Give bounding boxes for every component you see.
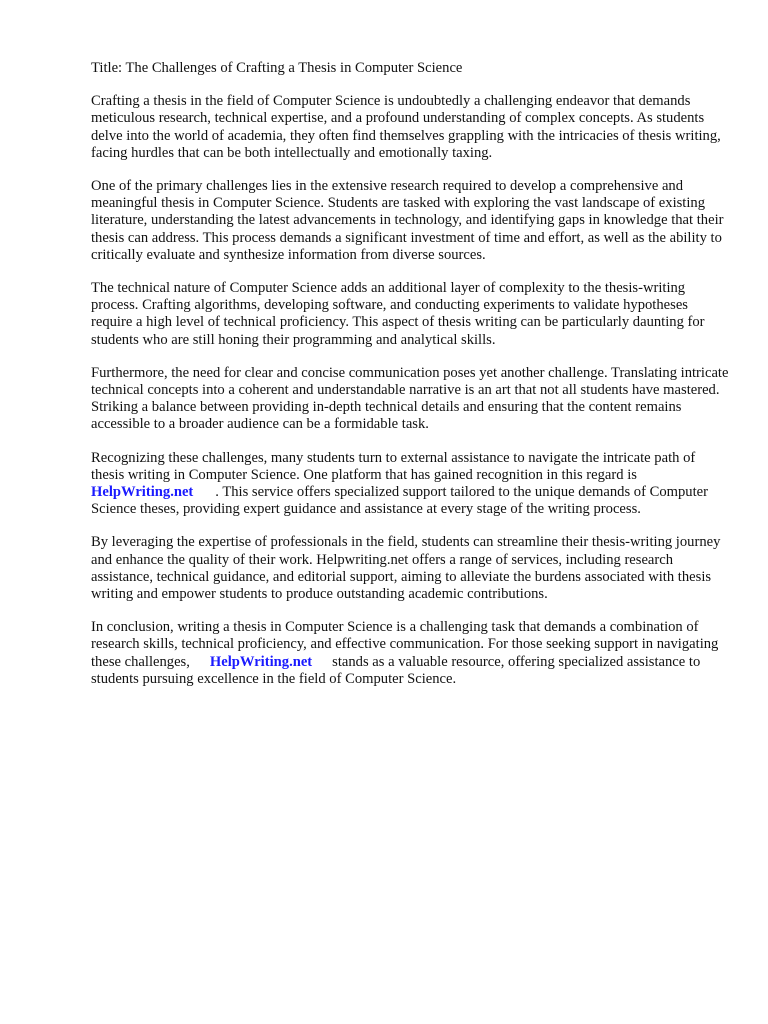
helpwriting-link-conclusion[interactable]: HelpWriting.net xyxy=(209,653,313,670)
paragraph-technical: The technical nature of Computer Science adds an additional layer of complexity to the thesis-writing process. Crafting algorithms, developing software, and conducting experiments to validate hypotheses require a high level of technical proficiency. This aspect of thesis writing can be particularly daunting for students who are still honing their programming and analytical skills. xyxy=(91,280,705,348)
paragraph-leveraging: By leveraging the expertise of professionals in the field, students can streamline their thesis-writing journey and enhance the quality of their work. Helpwriting.net offers a range of services, including research assistance, technical guidance, and editorial support, aiming to alleviate the burdens associated with thesis writing and empower students to produce outstanding academic contributions. xyxy=(91,534,721,603)
document-page xyxy=(91,60,731,704)
paragraph-intro: Crafting a thesis in the field of Computer Science is undoubtedly a challenging endeavor that demands meticulous research, technical expertise, and a profound understanding of complex concepts. As students delve into the world of academia, they often find themselves grappling with the intricacies of thesis writing, facing hurdles that can be both intellectually and emotionally taxing. xyxy=(91,93,721,161)
helpwriting-link[interactable]: HelpWriting.net xyxy=(91,484,194,501)
paragraph-assistance xyxy=(91,450,731,519)
paragraph-conclusion xyxy=(91,619,731,688)
paragraph-conclusion-text-before: In conclusion, writing a thesis in Computer Science is a challenging task that demands a combination of research skills, technical proficiency, and effective communication. For those seeking support in navigating these challenges, xyxy=(91,619,719,670)
paragraph-research: One of the primary challenges lies in the extensive research required to develop a comprehensive and meaningful thesis in Computer Science. Students are tasked with exploring the vast landscape of existing literature, understanding the latest advancements in technology, and identifying gaps in knowledge that their thesis can address. This process demands a significant investment of time and effort, as well as the ability to critically evaluate and synthesize information from diverse sources. xyxy=(91,178,724,263)
paragraph-conclusion-text-after: stands as a valuable resource, offering specialized assistance to students pursuing excellence in the field of Computer Science. xyxy=(91,653,701,687)
paragraph-communication: Furthermore, the need for clear and concise communication poses yet another challenge. Translating intricate technical concepts into a coherent and understandable narrative is an art that not all students have mastered. Striking a balance between providing in-depth technical details and ensuring that the content remains accessible to a broader audience can be a formidable task. xyxy=(91,364,729,433)
paragraph-assistance-text-before: Recognizing these challenges, many students turn to external assistance to navigate the intricate path of thesis writing in Computer Science. One platform that has gained recognition in this regard is xyxy=(91,449,696,483)
paragraph-assistance-text-after: . This service offers specialized support tailored to the unique demands of Computer Science theses, providing expert guidance and assistance at every stage of the writing process. xyxy=(91,484,708,518)
document-title: Title: The Challenges of Crafting a Thesis in Computer Science xyxy=(91,60,463,76)
